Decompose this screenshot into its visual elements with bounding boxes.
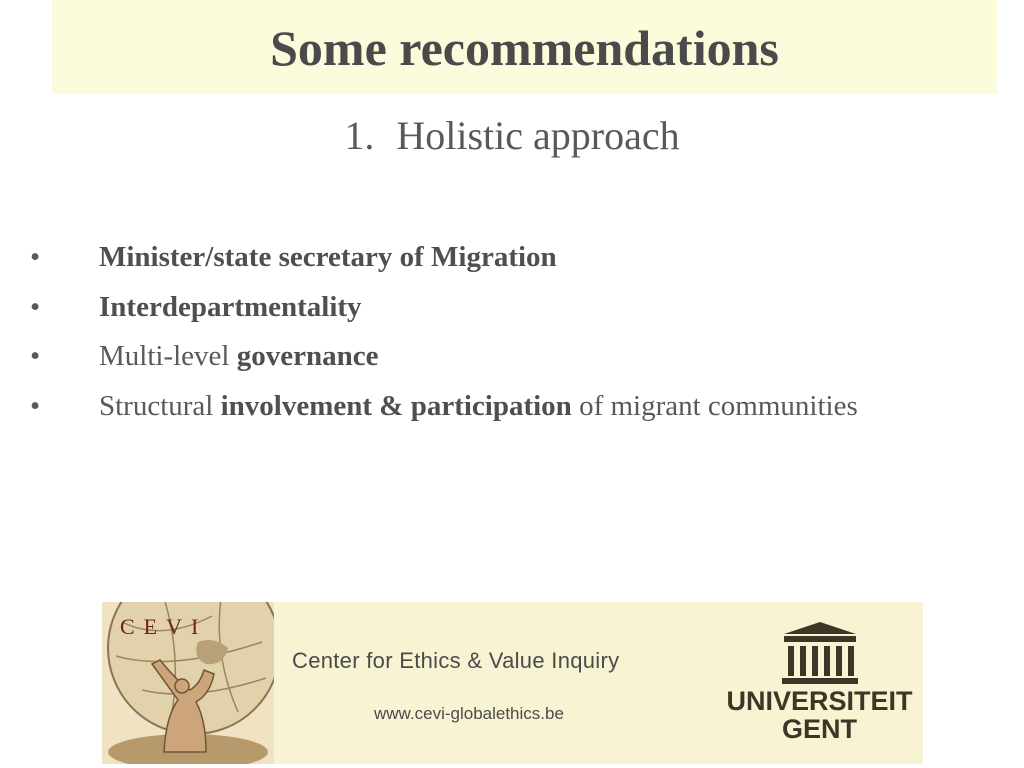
slide-title: Some recommendations xyxy=(270,20,779,76)
bullet-list xyxy=(0,234,1024,432)
bullet-marker: • xyxy=(30,389,41,422)
bullet-text xyxy=(99,234,557,280)
bullet-text-bold: governance xyxy=(236,340,379,372)
ugent-logo xyxy=(716,616,923,754)
bullet-item xyxy=(0,333,1024,383)
bullet-text-plain: Structural xyxy=(99,389,221,422)
cevi-logo-text: CEVI xyxy=(120,614,208,639)
bullet-text xyxy=(99,383,858,429)
cevi-logo xyxy=(102,602,274,764)
bullet-marker: • xyxy=(30,290,41,323)
atlas-globe-icon xyxy=(102,602,274,764)
title-band xyxy=(52,0,997,94)
bullet-item xyxy=(0,284,1024,334)
bullet-text-bold: Interdepartmentality xyxy=(99,290,362,323)
bullet-text xyxy=(99,284,362,330)
university-name-line1: UNIVERSITEIT xyxy=(726,686,913,716)
bullet-item xyxy=(0,234,1024,284)
cevi-banner xyxy=(102,602,923,764)
university-building-icon xyxy=(716,620,923,692)
bullet-item xyxy=(0,383,1024,433)
center-name: Center for Ethics & Value Inquiry xyxy=(292,648,620,673)
slide-subtitle xyxy=(0,112,1024,160)
subtitle-number: 1. xyxy=(344,113,375,158)
bullet-text-bold: involvement & participation xyxy=(220,389,572,422)
center-website: www.cevi-globalethics.be xyxy=(374,704,564,723)
bullet-marker: • xyxy=(30,241,41,273)
bullet-text-plain: Multi-level xyxy=(99,340,237,372)
bullet-text xyxy=(99,333,378,379)
bullet-text-bold: Minister/state secretary of Migration xyxy=(99,241,557,273)
university-name-line2: GENT xyxy=(781,714,857,744)
bullet-text-plain: of migrant communities xyxy=(571,389,858,422)
subtitle-text: Holistic approach xyxy=(396,113,680,158)
bullet-marker: • xyxy=(30,340,41,372)
